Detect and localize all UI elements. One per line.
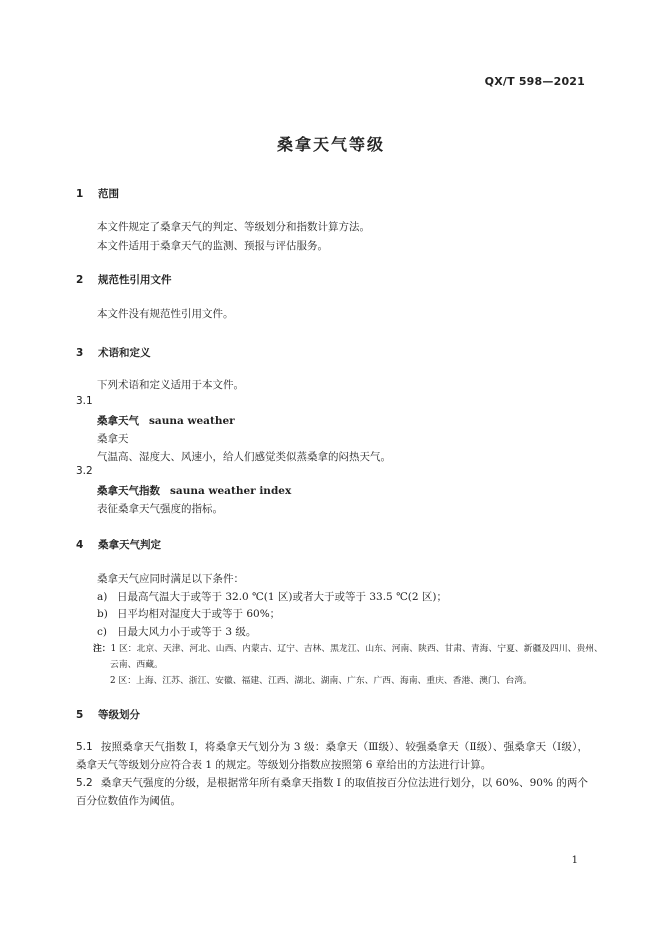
term-definition: 气温高、湿度大、风速小，给人们感觉类似蒸桑拿的闷热天气。 [97,451,391,463]
term-cn: 桑拿天气 [97,415,139,427]
clause-text: 桑拿天气强度的分级，是根据常年所有桑拿天指数 I 的取值按百分位法进行划分，以 60%、90% 的两个百分位数值作为阈值。 [76,777,588,807]
list-item [97,606,280,621]
clause-number: 5.2 [76,777,93,789]
term-cn: 桑拿天气指数 [97,485,160,497]
list-marker: c) [97,626,107,638]
section-2-heading [76,272,172,287]
term-heading [97,483,291,498]
term-definition: 表征桑拿天气强度的指标。 [97,503,223,515]
page-title: 桑拿天气等级 [276,135,385,154]
note-line: 2 区：上海、江苏、浙江、安徽、福建、江西、湖北、湖南、广东、广西、海南、重庆、香港、澳门、台湾。 [110,676,532,686]
list-marker: a) [97,591,108,603]
term-heading [97,413,235,428]
paragraph: 本文件没有规范性引用文件。 [97,308,234,320]
paragraph: 本文件规定了桑拿天气的判定、等级划分和指数计算方法。 [97,221,370,233]
list-text: 日最大风力小于或等于 3 级。 [117,626,257,638]
section-number: 2 [76,274,84,286]
section-title: 桑拿天气判定 [98,539,161,551]
term-alt: 桑拿天 [97,433,129,445]
list-text: 日最高气温大于或等于 32.0 ℃(1 区)或者大于或等于 33.5 ℃(2 区)； [117,591,448,603]
clause-5-1 [76,738,588,774]
paragraph: 本文件适用于桑拿天气的监测、预报与评估服务。 [97,240,328,252]
clause-text: 按照桑拿天气指数 I，将桑拿天气划分为 3 级：桑拿天（Ⅲ级）、较强桑拿天（Ⅱ级）、强桑拿天（Ⅰ级），桑拿天气等级划分应符合表 1 的规定。等级划分指数应按照第 6 章给出的方法进行计算。 [76,741,588,771]
note-line: 云南、西藏。 [110,660,163,670]
list-item [97,589,447,604]
section-number: 1 [76,188,84,200]
section-title: 范围 [98,188,119,200]
paragraph: 下列术语和定义适用于本文件。 [97,379,244,391]
section-1-heading [76,186,119,201]
term-number: 3.2 [76,465,93,477]
clause-5-2 [76,774,588,810]
page-number: 1 [571,855,578,866]
section-title: 规范性引用文件 [98,274,172,286]
section-3-heading [76,345,151,360]
clause-number: 5.1 [76,741,93,753]
note-line [93,641,603,654]
list-text: 日平均相对湿度大于或等于 60%； [117,608,281,620]
note-label: 注： [93,644,111,654]
note-text: 1 区：北京、天津、河北、山西、内蒙古、辽宁、吉林、黑龙江、山东、河南、陕西、甘肃、青海、宁夏、新疆及四川、贵州、 [110,644,603,654]
section-title: 等级划分 [98,709,140,721]
paragraph: 桑拿天气应同时满足以下条件： [97,573,244,585]
list-marker: b) [97,608,108,620]
section-number: 3 [76,347,84,359]
doc-code: QX/T 598—2021 [484,75,585,88]
section-5-heading [76,707,140,722]
section-number: 4 [76,539,84,551]
section-4-heading [76,537,161,552]
section-number: 5 [76,709,84,721]
term-en: sauna weather [149,415,235,427]
term-en: sauna weather index [170,485,292,497]
list-item [97,624,256,639]
section-title: 术语和定义 [98,347,151,359]
term-number: 3.1 [76,395,93,407]
